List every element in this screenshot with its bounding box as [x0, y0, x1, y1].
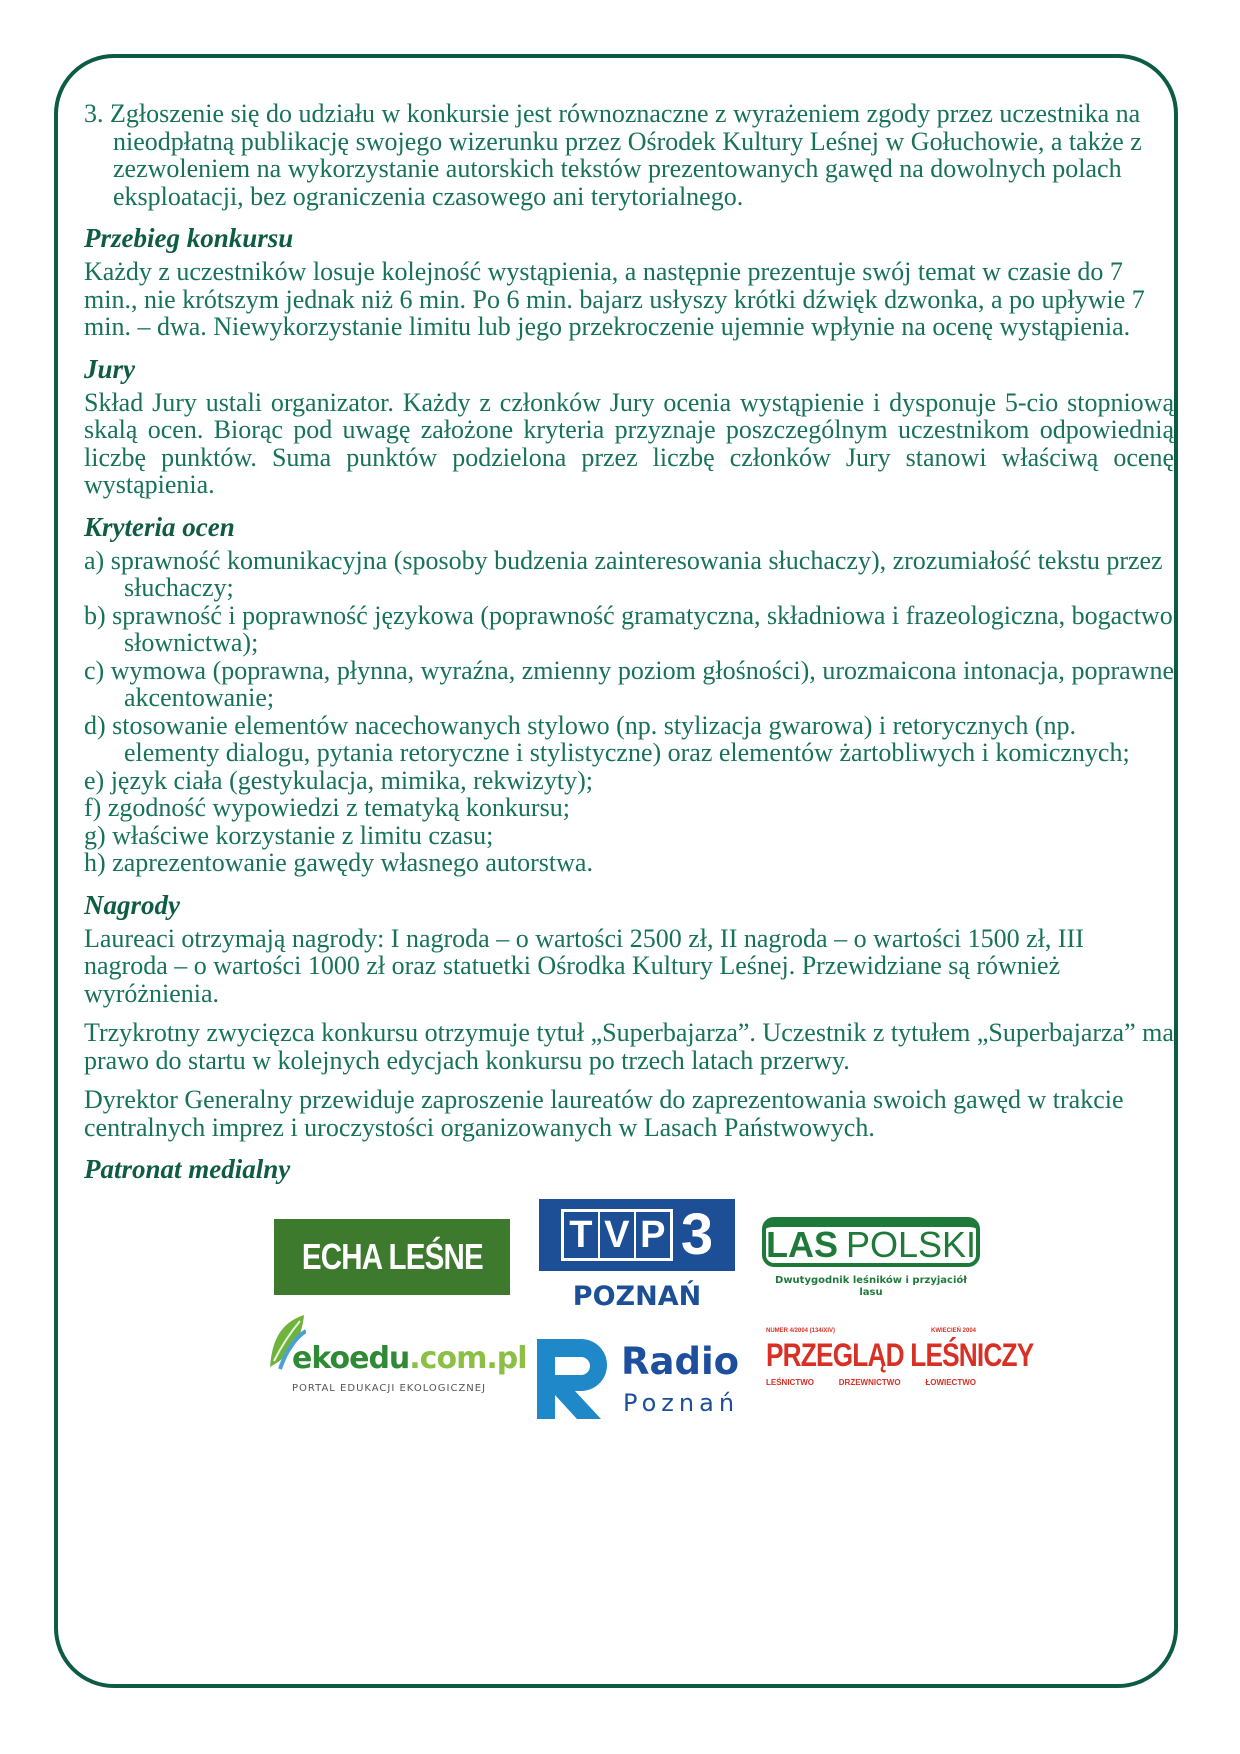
- radio-name: Radio: [621, 1340, 740, 1383]
- przeglad-section: ŁOWIECTWO: [925, 1378, 976, 1387]
- las-bold: LAS: [765, 1224, 838, 1266]
- las-polski-tagline: Dwutygodnik leśników i przyjaciół lasu: [775, 1275, 967, 1298]
- criterion-c: c) wymowa (poprawna, płynna, wyraźna, zmienny poziom głośności), urozmaicona intonacja, poprawne akcentowanie;: [84, 655, 1174, 712]
- las-polski-logo: [762, 1217, 980, 1267]
- nagrody-paragraph: Laureaci otrzymają nagrody: I nagroda – o wartości 2500 zł, II nagroda – o wartości 1500 zł, III nagroda – o wartości 1000 zł oraz statuetki Ośrodka Kultury Leśnej. Przewidziane są również wyróżnienia.: [84, 923, 1084, 1008]
- przeglad-name-wrap: [766, 1337, 1034, 1373]
- tvp-city: POZNAŃ: [572, 1281, 702, 1312]
- document-body: [84, 0, 1174, 1429]
- ekoedu-name: [292, 1341, 527, 1377]
- przeglad-section: DRZEWNICTWO: [838, 1378, 901, 1387]
- jury-text: Skład Jury ustali organizator. Każdy z członków Jury ocenia wystąpienie i dysponuje 5-cio stopniową skalą ocen. Biorąc pod uwagę założone kryteria przyznaje poszczególnym uczestnikom odpowiednią liczbę punktów. Suma punktów podzielona przez liczbę członków Jury stanowi właściwą ocenę wystąpienia.: [84, 387, 1174, 499]
- ekoedu-logo: [266, 1311, 527, 1401]
- przeglad-name: PRZEGLĄD LEŚNICZY: [766, 1337, 1034, 1373]
- radio-city: Poznań: [623, 1389, 740, 1417]
- criterion-h: h) zaprezentowanie gawędy własnego autorstwa.: [84, 848, 593, 877]
- tvp3-logo: [539, 1199, 735, 1271]
- radio-poznan-logo: [535, 1337, 745, 1421]
- criterion-a: a) sprawność komunikacyjna (sposoby budzenia zainteresowania słuchaczy), zrozumiałość tekstu przez słuchaczy;: [84, 545, 1163, 602]
- przeglad-issue-number: NUMER 4/2004 (134/XIV): [766, 1328, 836, 1334]
- heading-nagrody: Nagrody: [84, 889, 180, 920]
- ekoedu-tagline: PORTAL EDUKACJI EKOLOGICZNEJ: [292, 1383, 487, 1394]
- ekoedu-name-a: ekoedu: [292, 1341, 410, 1376]
- tvp-number: 3: [680, 1202, 714, 1267]
- tvp-letter: P: [640, 1214, 666, 1256]
- tvp-letter: T: [564, 1212, 600, 1258]
- criterion-f: f) zgodność wypowiedzi z tematyką konkursu;: [84, 793, 570, 822]
- superbajarz-paragraph: Trzykrotny zwycięzca konkursu otrzymuje tytuł „Superbajarza”. Uczestnik z tytułem „Superbajarza” ma prawo do startu w kolejnych edycjach konkursu po trzech latach przerwy.: [84, 1018, 1174, 1075]
- tvp-box: [561, 1209, 673, 1261]
- dyrektor-paragraph: Dyrektor Generalny przewiduje zaproszenie laureatów do zaprezentowania swoich gawęd w trakcie centralnych imprez i uroczystości organizowanych w Lasach Państwowych.: [84, 1085, 1124, 1142]
- media-patrons: [274, 1199, 1034, 1429]
- radio-r-icon: [535, 1337, 615, 1421]
- echa-lesne-logo: [274, 1219, 510, 1295]
- point-3: 3. Zgłoszenie się do udziału w konkursie jest równoznaczne z wyrażeniem zgody przez uczestnika na nieodpłatną publikację swojego wizerunku przez Ośrodek Kultury Leśnej w Gołuchowie, a także z zezwoleniem na wykorzystanie autorskich tekstów prezentowanych gawęd na dowolnych polach eksploatacji, bez ograniczenia czasowego ani terytorialnego.: [84, 99, 1142, 211]
- przebieg-text: Każdy z uczestników losuje kolejność wystąpienia, a następnie prezentuje swój temat w czasie do 7 min., nie krótszym jednak niż 6 min. Po 6 min. bajarz usłyszy krótki dźwięk dzwonka, a po upływie 7 min. – dwa. Niewykorzystanie limitu lub jego przekroczenie ujemnie wpłynie na ocenę wystąpienia.: [84, 257, 1145, 341]
- przeglad-sections: [766, 1377, 976, 1389]
- heading-przebieg: Przebieg konkursu: [84, 223, 294, 253]
- las-rest: POLSKI: [845, 1224, 977, 1266]
- criterion-g: g) właściwe korzystanie z limitu czasu;: [84, 820, 494, 850]
- heading-jury: Jury: [84, 353, 136, 384]
- criterion-e: e) język ciała (gestykulacja, mimika, rekwizyty);: [84, 765, 593, 795]
- przeglad-lesniczy-logo: [766, 1327, 1034, 1399]
- przeglad-issue-date: KWIECIEŃ 2004: [930, 1328, 976, 1334]
- przeglad-section: LEŚNICTWO: [766, 1378, 814, 1387]
- echa-lesne-text: ECHA LEŚNE: [301, 1236, 483, 1278]
- tvp-letter: V: [600, 1212, 636, 1258]
- przeglad-issue: [766, 1327, 976, 1335]
- ekoedu-name-b: .com.pl: [409, 1341, 527, 1376]
- criterion-b: b) sprawność i poprawność językowa (poprawność gramatyczna, składniowa i frazeologiczna, bogactwo słownictwa);: [84, 600, 1173, 657]
- heading-patronat: Patronat medialny: [84, 1154, 291, 1184]
- criterion-d: d) stosowanie elementów nacechowanych stylowo (np. stylizacja gwarowa) i retorycznych (np. elementy dialogu, pytania retoryczne i stylistyczne) oraz elementów żartobliwych i komicznych;: [84, 710, 1130, 767]
- heading-kryteria: Kryteria ocen: [84, 511, 235, 542]
